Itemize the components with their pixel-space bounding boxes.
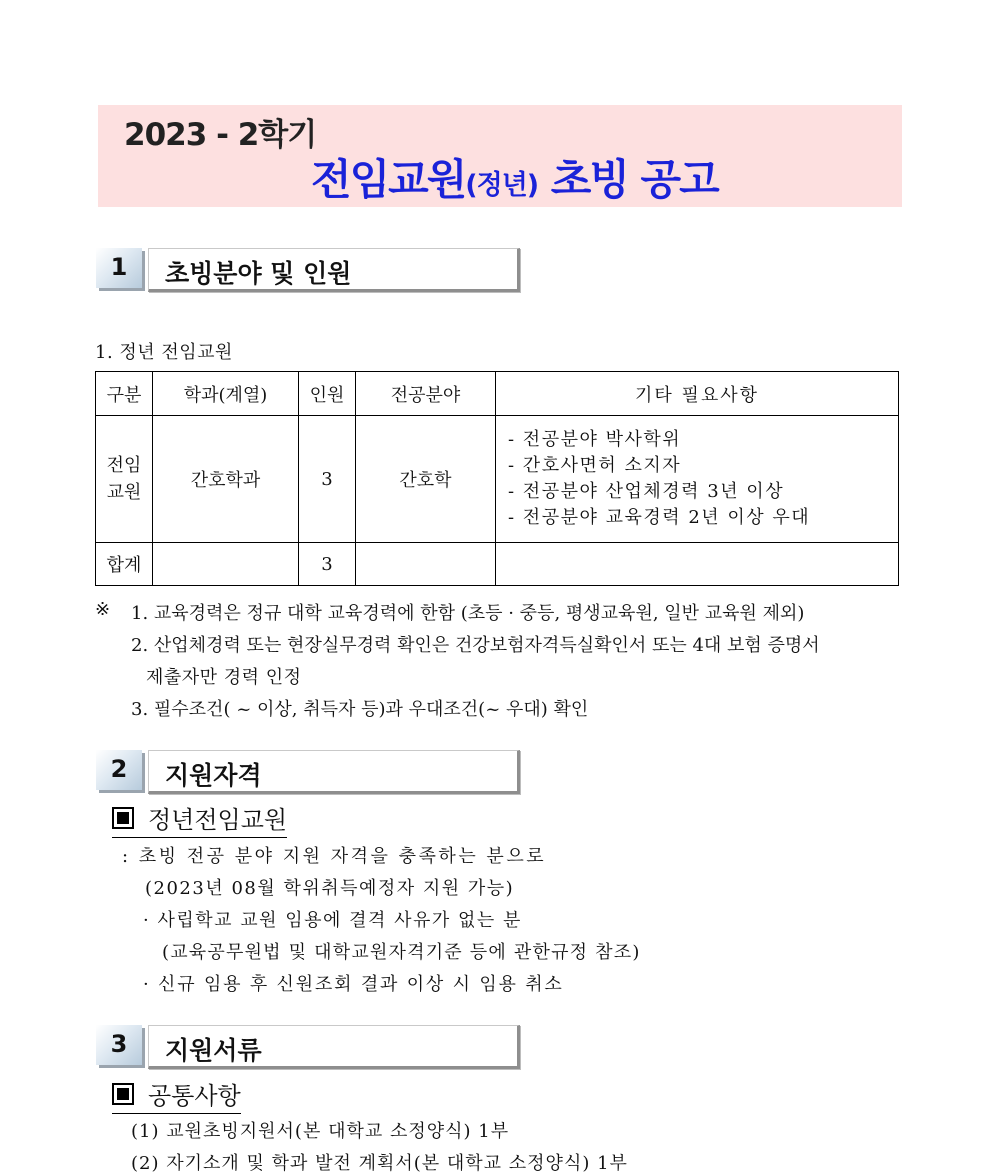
qualification-line: · 신규 임용 후 신원조회 결과 이상 시 임용 취소 [143, 974, 564, 995]
note-line: 1. 교육경력은 정규 대학 교육경력에 한함 (초등 · 중등, 평생교육원, 일반 교육원 제외) [131, 603, 805, 624]
title-rest: 초빙 공고 [538, 155, 718, 204]
requirement-item: - 전공분야 산업체경력 3년 이상 [508, 481, 785, 502]
section-title-box [148, 750, 520, 794]
requirement-item: - 전공분야 교육경력 2년 이상 우대 [508, 507, 811, 528]
table-header-row [96, 372, 899, 416]
title-main: 전임교원 [311, 155, 466, 204]
cell-requirements [496, 416, 899, 543]
note-line: 2. 산업체경력 또는 현장실무경력 확인은 건강보험자격득실확인서 또는 4대 보험 증명서 [131, 635, 820, 656]
document-line: (1) 교원초빙지원서(본 대학교 소정양식) 1부 [131, 1121, 510, 1142]
section-title: 초빙분야 및 인원 [165, 259, 352, 288]
section-title-box [148, 1025, 520, 1069]
cell-category: 전임 교원 [96, 416, 153, 543]
title-banner [98, 105, 902, 207]
section-header-1 [96, 248, 526, 294]
section-number: 1 [96, 248, 142, 288]
subhead-label: 공통사항 [148, 1082, 241, 1110]
header-requirements: 기타 필요사항 [496, 372, 899, 416]
header-major: 전공분야 [356, 372, 496, 416]
cell-total-label: 합계 [96, 543, 153, 586]
subhead-label: 정년전임교원 [148, 806, 288, 834]
qualification-line: (교육공무원법 및 대학교원자격기준 등에 관한규정 참조) [162, 942, 641, 963]
filled-square-icon [112, 1083, 134, 1105]
section-header-3 [96, 1025, 526, 1071]
header-count: 인원 [299, 372, 356, 416]
cell-total-count: 3 [299, 543, 356, 586]
semester-label: 2023 - 2학기 [124, 117, 317, 153]
section-header-2 [96, 750, 526, 796]
subhead-common [112, 1076, 241, 1111]
qualification-line: (2023년 08월 학위취득예정자 지원 가능) [145, 878, 515, 899]
document-line: (2) 자기소개 및 학과 발전 계획서(본 대학교 소정양식) 1부 [131, 1153, 628, 1174]
cell-major: 간호학 [356, 416, 496, 543]
header-department: 학과(계열) [153, 372, 299, 416]
section-number: 3 [96, 1025, 142, 1065]
positions-table [95, 371, 899, 586]
section-title: 지원자격 [165, 761, 262, 790]
header-category: 구분 [96, 372, 153, 416]
table-row [96, 416, 899, 543]
note-line: 제출자만 경력 인정 [146, 667, 302, 688]
note-mark: ※ [95, 599, 111, 620]
cell-count: 3 [299, 416, 356, 543]
filled-square-icon [112, 807, 134, 829]
requirement-item: - 전공분야 박사학위 [508, 429, 682, 450]
subhead-regular-faculty [112, 800, 287, 835]
cell-department: 간호학과 [153, 416, 299, 543]
item-label: 1. 정년 전임교원 [95, 342, 233, 363]
section-title-box [148, 248, 520, 292]
title-paren: (정년) [465, 170, 539, 201]
qualification-line: : 초빙 전공 분야 지원 자격을 충족하는 분으로 [122, 846, 547, 867]
note-line: 3. 필수조건( ~ 이상, 취득자 등)과 우대조건(~ 우대) 확인 [131, 699, 589, 720]
section-title: 지원서류 [165, 1036, 262, 1065]
qualification-line: · 사립학교 교원 임용에 결격 사유가 없는 분 [143, 910, 522, 931]
page-title [311, 147, 718, 207]
section-number: 2 [96, 750, 142, 790]
requirement-item: - 간호사면허 소지자 [508, 455, 682, 476]
total-row [96, 543, 899, 586]
